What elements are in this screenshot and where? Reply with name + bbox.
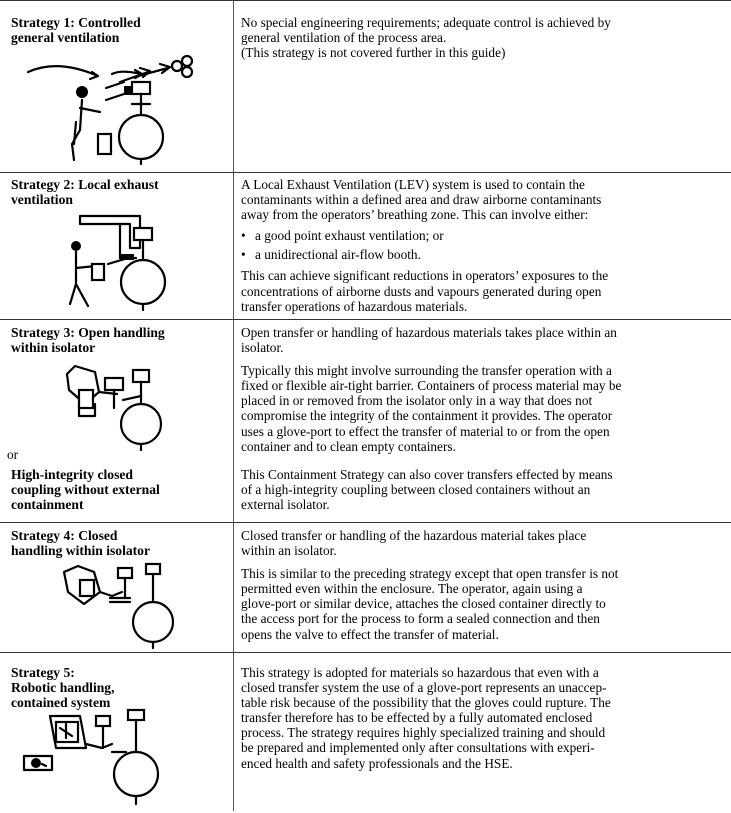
bullet-item: • a unidirectional air-flow booth.	[241, 247, 720, 262]
row-divider	[0, 0, 731, 1]
row-divider	[0, 172, 731, 173]
strategy-1-description: No special engineering requirements; adequate control is achieved by general ventilation of the process area. (This strategy is not covered further in this guide)	[241, 15, 611, 61]
local-exhaust-icon	[60, 208, 200, 318]
strategy-3-title: Strategy 3: Open handling within isolator	[11, 325, 165, 355]
general-ventilation-icon	[20, 52, 220, 172]
high-integrity-coupling-description: This Containment Strategy can also cover transfers effected by means of a high-integrity coupling between closed containers without an external isolator.	[241, 467, 613, 513]
open-isolator-icon	[65, 360, 185, 455]
strategy-2-title: Strategy 2: Local exhaust ventilation	[11, 177, 159, 207]
or-label: or	[7, 447, 19, 462]
strategy-5-title: Strategy 5: Robotic handling, contained system	[11, 665, 115, 710]
row-divider	[0, 319, 731, 320]
strategy-2-description: A Local Exhaust Ventilation (LEV) system is used to contain the contaminants within a defined area and draw airborne contaminants away from the operators’ breathing zone. This can involve either: • a good point exhaust ventilation; or • a unidirectional air-flow booth. This can achieve significant reductions in operators’ exposures to the concentrations of airborne dusts and vapours generated during open transfer operations of hazardous materials.	[241, 177, 720, 314]
robotic-handling-icon	[16, 708, 186, 813]
strategy-1-title: Strategy 1: Controlled general ventilation	[11, 15, 141, 45]
strategy-4-title: Strategy 4: Closed handling within isolator	[11, 528, 150, 558]
column-divider	[233, 0, 234, 811]
strategy-4-description: Closed transfer or handling of the hazardous material takes place within an isolator. This is similar to the preceding strategy except that open transfer is not permitted even within the enclosure. The operator, again using a glove-port or similar device, attaches the closed container directly to the access port for the process to form a sealed connection and then opens the valve to effect the transfer of material.	[241, 528, 619, 642]
bullet-item: • a good point exhaust ventilation; or	[241, 228, 720, 243]
strategy-5-description: This strategy is adopted for materials so hazardous that even with a closed transfer system the use of a glove-port represents an unaccep- table risk because of the possibility that the gloves could rupture. The transfer therefore has to be effected by a fully automated enclosed process. The strategy requires highly specialized training and should be prepared and implemented only after consultations with experi- enced health and safety professionals and the HSE.	[241, 665, 611, 771]
closed-isolator-icon	[60, 562, 190, 657]
high-integrity-coupling-title: High-integrity closed coupling without external containment	[11, 467, 160, 512]
strategy-3-description: Open transfer or handling of hazardous materials takes place within an isolator. Typically this might involve surrounding the transfer operation with a fixed or flexible air-tight barrier. Containers of process material may be placed in or removed from the isolator only in a way that does not compromise the integrity of the containment it provides. The operator uses a glove-port to effect the transfer of material to or from the open container and to clean empty containers.	[241, 325, 622, 454]
row-divider	[0, 522, 731, 523]
